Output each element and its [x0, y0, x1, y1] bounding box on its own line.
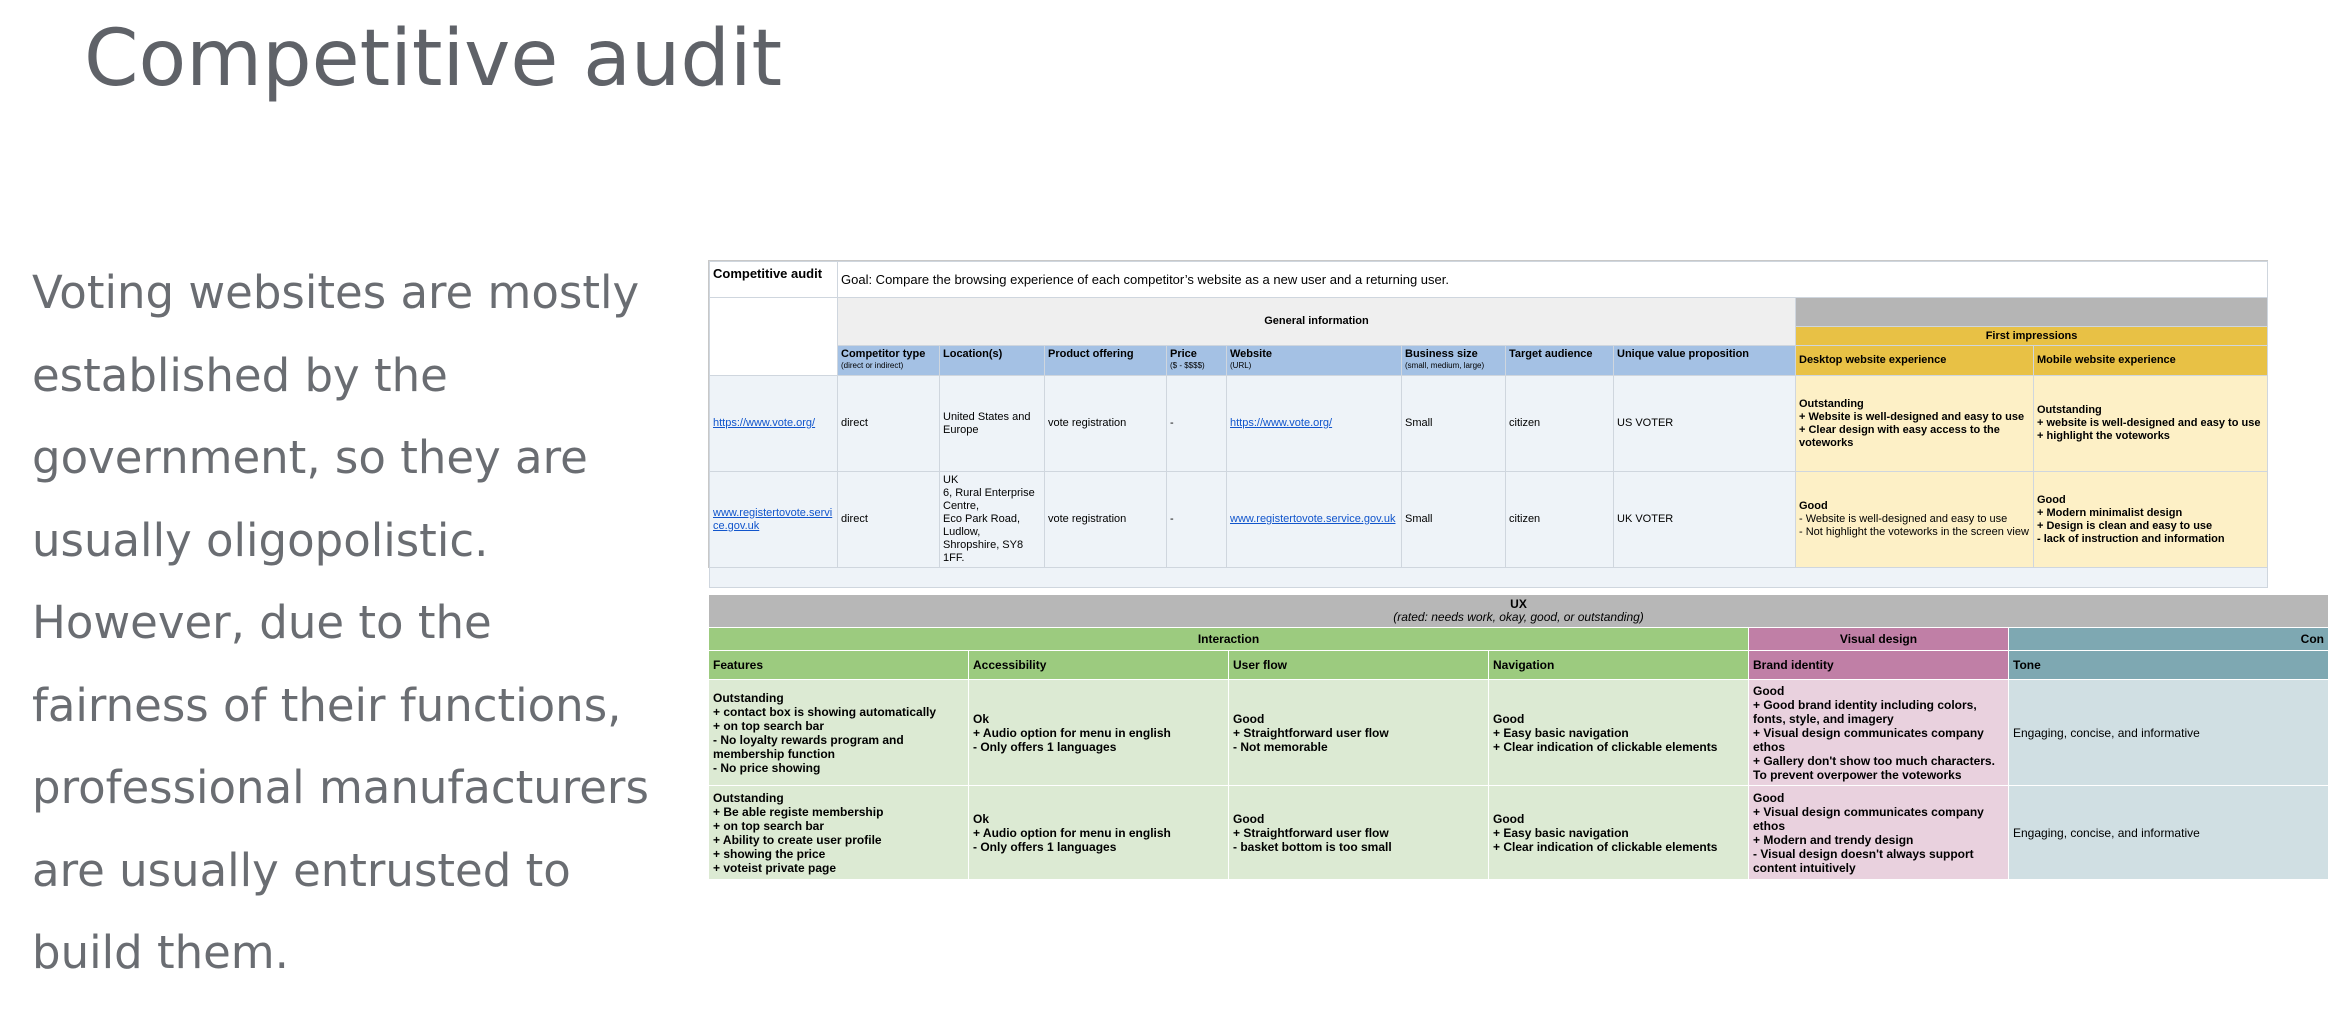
note-line: + voteist private page [713, 860, 837, 875]
note-line: + Design is clean and easy to use [2037, 519, 2213, 532]
location-line: Europe [943, 423, 979, 436]
rating-text: Outstanding [1799, 397, 1864, 410]
header-user-flow: User flow [1229, 651, 1489, 680]
location-cell [940, 472, 1045, 568]
header-competitor-type [838, 346, 940, 376]
note-line: - lack of instruction and information [2037, 532, 2225, 545]
note-line: + Clear design with easy access to the voteworks [1799, 423, 2000, 449]
note-line: + showing the price [713, 846, 826, 861]
location-line: Ludlow, [943, 526, 981, 538]
business-size-cell: Small [1402, 472, 1506, 568]
header-business-size [1402, 346, 1506, 376]
note-line: - Only offers 1 languages [973, 739, 1117, 754]
header-locations: Location(s) [940, 346, 1045, 376]
rating-text: Good [1233, 811, 1265, 826]
table-row [710, 472, 2268, 568]
header-text: Business size [1405, 348, 1478, 360]
user-flow-cell [1229, 786, 1489, 880]
note-line: + Audio option for menu in english [973, 825, 1171, 840]
tone-cell [2009, 680, 2329, 786]
website-cell [1227, 376, 1402, 472]
header-text: Website [1230, 348, 1272, 360]
header-subtext: ($ - $$$$) [1170, 361, 1205, 370]
audit-sheet-ux [708, 594, 2324, 878]
rating-text: Ok [973, 811, 990, 826]
note-line: - Visual design doesn't always support content intuitively [1753, 846, 1974, 875]
website-link[interactable]: https://www.vote.org/ [1230, 417, 1333, 429]
note-line: + highlight the voteworks [2037, 430, 2170, 442]
rating-text: Outstanding [713, 690, 784, 705]
accessibility-cell [969, 786, 1229, 880]
general-info-table [709, 261, 2268, 588]
rating-text: Ok [973, 711, 990, 726]
product-cell: vote registration [1045, 472, 1167, 568]
navigation-cell [1489, 786, 1749, 880]
mobile-experience-cell [2034, 376, 2268, 472]
note-line: + website is well-designed and easy to use [2037, 417, 2261, 429]
rating-text: Outstanding [2037, 404, 2102, 416]
competitor-type-cell: direct [838, 472, 940, 568]
interaction-group-header: Interaction [709, 628, 1749, 651]
note-line: + Clear indication of clickable elements [1493, 739, 1718, 754]
location-line: Eco Park Road, [943, 513, 1021, 525]
header-desktop-experience: Desktop website experience [1796, 346, 2034, 376]
note-line: - Not highlight the voteworks in the screen view [1799, 526, 2029, 538]
header-subtext: (direct or indirect) [841, 361, 904, 370]
competitor-name-cell [710, 472, 838, 568]
price-cell: - [1167, 376, 1227, 472]
ux-header [709, 595, 2329, 628]
header-tone: Tone [2009, 651, 2329, 680]
header-website [1227, 346, 1402, 376]
rating-text: Good [2037, 493, 2066, 506]
visual-design-group-header: Visual design [1749, 628, 2009, 651]
location-line: Shropshire, SY8 1FF. [943, 539, 1024, 564]
content-group-text: Con [2300, 632, 2324, 646]
tone-cell [2009, 786, 2329, 880]
note-line: + Visual design communicates company ethos [1753, 725, 1984, 754]
uvp-cell: US VOTER [1614, 376, 1796, 472]
note-line: + contact box is showing automatically [713, 704, 937, 719]
table-row [710, 376, 2268, 472]
note-line: + on top search bar [713, 718, 825, 733]
rating-text: Good [1753, 790, 1785, 805]
header-accessibility: Accessibility [969, 651, 1229, 680]
note-line: + Ability to create user profile [713, 832, 882, 847]
header-mobile-experience: Mobile website experience [2034, 346, 2268, 376]
location-line: Centre, [943, 500, 980, 512]
page-description: Voting websites are mostly established by the government, so they are usually oligopolistic. However, due to the fairness of their functions, professional manufacturers are usually entrusted to build them. [32, 266, 649, 979]
note-line: + Visual design communicates company ethos [1753, 804, 1984, 833]
navigation-cell [1489, 680, 1749, 786]
ux-subtitle: (rated: needs work, okay, good, or outstanding) [1393, 610, 1644, 624]
rating-text: Good [1493, 711, 1525, 726]
general-information-header: General information [838, 298, 1796, 346]
location-line: UK [943, 474, 959, 486]
header-target-audience: Target audience [1506, 346, 1614, 376]
location-cell [940, 376, 1045, 472]
table-row [709, 786, 2329, 880]
header-text: Competitor type [841, 348, 926, 360]
header-price [1167, 346, 1227, 376]
desktop-experience-cell [1796, 472, 2034, 568]
note-line: + Clear indication of clickable elements [1493, 839, 1718, 854]
header-navigation: Navigation [1489, 651, 1749, 680]
competitor-link[interactable]: www.registertovote.service.gov.uk [713, 506, 833, 532]
website-cell [1227, 472, 1402, 568]
header-brand-identity: Brand identity [1749, 651, 2009, 680]
location-line: United States and [943, 410, 1031, 423]
note-line: + Website is well-designed and easy to use [1799, 410, 2025, 423]
header-subtext: (URL) [1230, 361, 1252, 370]
product-cell: vote registration [1045, 376, 1167, 472]
sheet-label: Competitive audit [710, 262, 838, 298]
note-line: - basket bottom is too small [1233, 839, 1392, 854]
header-subtext: (small, medium, large) [1405, 361, 1485, 370]
sheet-goal: Goal: Compare the browsing experience of each competitor’s website as a new user and a returning user. [838, 262, 2268, 298]
page-title: Competitive audit [84, 14, 783, 104]
brand-identity-cell [1749, 680, 2009, 786]
ux-table [708, 594, 2329, 880]
target-audience-cell: citizen [1506, 376, 1614, 472]
rating-text: Outstanding [713, 790, 784, 805]
note-line: + Audio option for menu in english [973, 725, 1171, 740]
website-link[interactable]: www.registertovote.service.gov.uk [1230, 513, 1396, 525]
note-line: + Easy basic navigation [1493, 825, 1629, 840]
header-product-offering: Product offering [1045, 346, 1167, 376]
content-group-header [2009, 628, 2329, 651]
note-line: - Only offers 1 languages [973, 839, 1117, 854]
business-size-cell: Small [1402, 376, 1506, 472]
target-audience-cell: citizen [1506, 472, 1614, 568]
location-line: 6, Rural Enterprise [943, 487, 1035, 499]
blank-cell [710, 298, 838, 376]
brand-identity-cell [1749, 786, 2009, 880]
accessibility-cell [969, 680, 1229, 786]
mobile-experience-cell [2034, 472, 2268, 568]
features-cell [709, 786, 969, 880]
header-uvp: Unique value proposition [1614, 346, 1796, 376]
competitor-name-cell [710, 376, 838, 472]
note-line: - Website is well-designed and easy to use [1799, 513, 2008, 525]
uvp-cell: UK VOTER [1614, 472, 1796, 568]
table-row [709, 680, 2329, 786]
note-line: + Modern minimalist design [2037, 506, 2183, 519]
partial-row [710, 568, 2268, 588]
desktop-experience-cell [1796, 376, 2034, 472]
note-line: - No price showing [713, 760, 821, 775]
rating-text: Good [1753, 683, 1785, 698]
user-flow-cell [1229, 680, 1489, 786]
first-impressions-header: First impressions [1796, 327, 2268, 346]
header-text: Price [1170, 348, 1197, 360]
header-features: Features [709, 651, 969, 680]
competitor-type-cell: direct [838, 376, 940, 472]
note-line: + Good brand identity including colors, fonts, style, and imagery [1753, 697, 1977, 726]
note-line: + on top search bar [713, 818, 825, 833]
competitor-link[interactable]: https://www.vote.org/ [713, 417, 816, 429]
note-line: + Modern and trendy design [1753, 832, 1914, 847]
note-line: + Gallery don't show too much characters. To prevent overpower the voteworks [1753, 753, 1995, 782]
rating-text: Good [1493, 811, 1525, 826]
rating-text: Good [1799, 500, 1828, 512]
first-impressions-band [1796, 298, 2268, 327]
rating-text: Good [1233, 711, 1265, 726]
note-line: - No loyalty rewards program and membership function [713, 732, 904, 761]
note-line: + Easy basic navigation [1493, 725, 1629, 740]
audit-sheet-general [708, 260, 2268, 568]
note-line: - Not memorable [1233, 739, 1328, 754]
note-line: + Be able registe membership [713, 804, 884, 819]
price-cell: - [1167, 472, 1227, 568]
note-line: + Straightforward user flow [1233, 825, 1389, 840]
ux-title: UX [1510, 597, 1527, 611]
note-line: + Straightforward user flow [1233, 725, 1389, 740]
features-cell [709, 680, 969, 786]
tone-text: Engaging, concise, and informative [2013, 725, 2200, 740]
tone-text: Engaging, concise, and informative [2013, 825, 2200, 840]
